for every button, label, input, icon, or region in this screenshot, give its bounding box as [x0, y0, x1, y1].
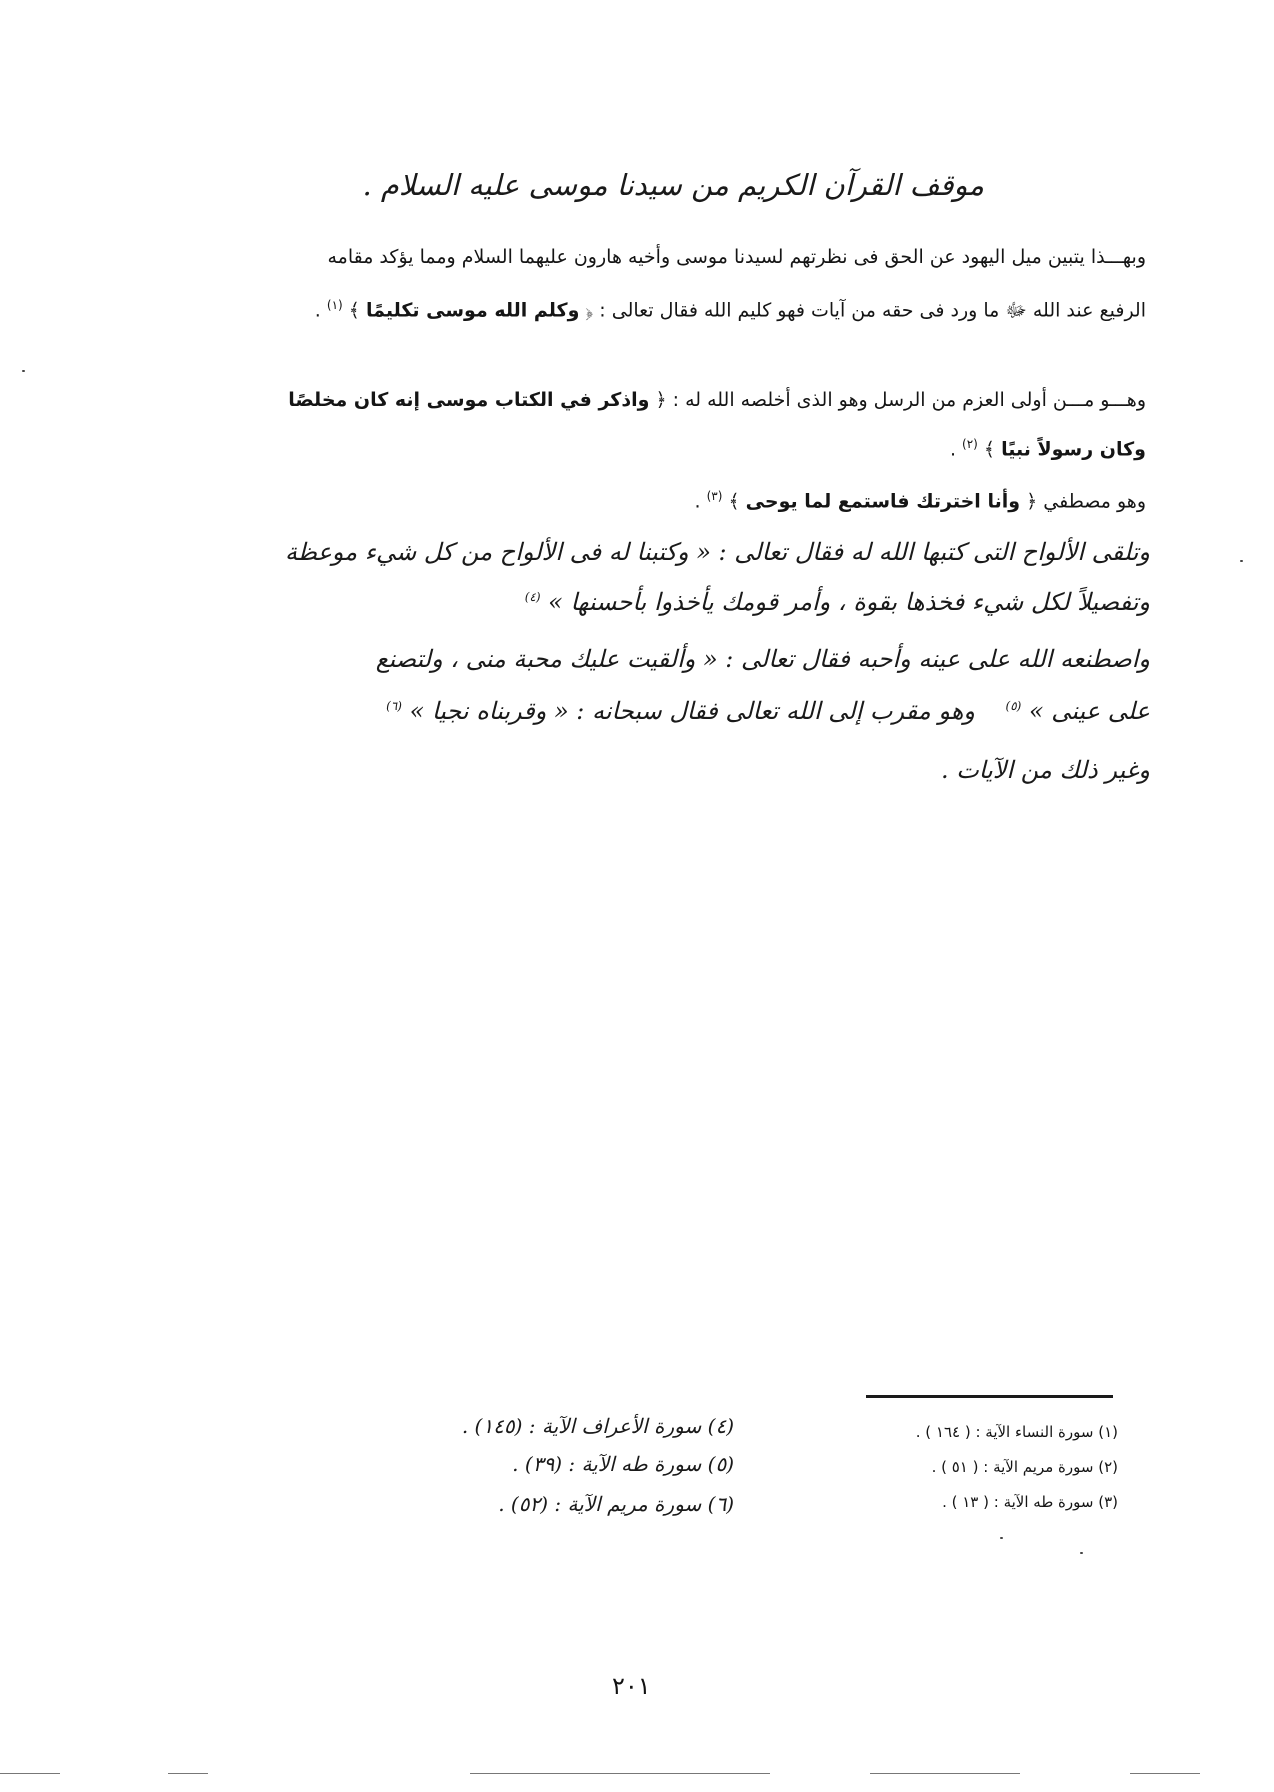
footnote-rule	[866, 1395, 1113, 1398]
verse-bracket: ﴾	[348, 299, 360, 322]
footnote-ref: (٤)	[524, 590, 541, 604]
verse-bracket: ﴾	[728, 490, 740, 513]
page-number: ٢٠١	[612, 1672, 651, 1700]
period: .	[694, 490, 701, 513]
scan-edge-mark	[168, 1773, 208, 1774]
paragraph-2-line-1	[288, 389, 1146, 411]
paragraph-2-line-2	[950, 437, 1146, 460]
footnote-handwritten-6: (٦) سورة مريم الآية : (٥٢) .	[498, 1492, 734, 1516]
paragraph-text: وبهـــذا يتبين ميل اليهود عن الحق فى نظرتهم لسيدنا موسى وأخيه هارون عليهما السلام ومما يؤكد مقامه	[327, 246, 1146, 268]
footnote-ref: (٢)	[962, 437, 978, 451]
footnote-ref: (٥)	[1005, 699, 1022, 713]
handwritten-text: وتفصيلاً لكل شيء فخذها بقوة ، وأمر قومك يأخذوا بأحسنها »	[548, 588, 1150, 616]
scan-edge-mark	[470, 1773, 770, 1774]
period: .	[314, 299, 321, 322]
footnote-ref: (١)	[326, 298, 343, 312]
quran-verse: واذكر في الكتاب موسى إنه كان مخلصًا	[288, 389, 650, 411]
paragraph-1-line-1	[327, 246, 1146, 268]
scan-edge-mark	[1130, 1773, 1200, 1774]
handwritten-line-2	[525, 588, 1150, 616]
footnote-ref: (٣)	[706, 489, 723, 503]
scan-edge-mark	[0, 1773, 60, 1774]
quran-verse: وكان رسولاً نبيًا	[1001, 438, 1146, 461]
period: .	[949, 438, 956, 461]
scan-speck	[1240, 560, 1243, 562]
quran-verse: وأنا اخترتك فاستمع لما يوحى	[745, 490, 1021, 513]
handwritten-text: وهو مقرب إلى الله تعالى فقال سبحانه : « وقربناه نجيا »	[409, 697, 975, 725]
paragraph-3-line-1	[695, 489, 1146, 512]
scan-speck	[1000, 1537, 1003, 1539]
paragraph-text: وهو مصطفي ﴿	[1026, 490, 1146, 513]
footnote-ref: (٦)	[386, 699, 402, 713]
handwritten-line-4	[386, 697, 1150, 725]
paragraph-text: الرفيع عند الله ﷻ ما ورد فى حقه من آيات فهو كليم الله فقال تعالى : ﴿	[585, 299, 1146, 322]
scan-edge-mark	[870, 1773, 1020, 1774]
footnote-printed-3: (٣) سورة طه الآية : ( ١٣ ) .	[942, 1493, 1118, 1511]
paragraph-1-line-2	[315, 298, 1146, 326]
footnote-printed-1: (١) سورة النساء الآية : ( ١٦٤ ) .	[915, 1423, 1118, 1441]
verse-bracket: ﴾	[983, 438, 996, 461]
handwritten-text: على عينى »	[1028, 697, 1150, 725]
scan-speck	[22, 370, 25, 372]
page-heading: موقف القرآن الكريم من سيدنا موسى عليه السلام .	[362, 168, 984, 202]
footnote-handwritten-5: (٥) سورة طه الآية : (٣٩) .	[512, 1452, 734, 1476]
handwritten-line-1: وتلقى الألواح التى كتبها الله له فقال تعالى : « وكتبنا له فى الألواح من كل شيء موعظة	[285, 538, 1150, 566]
paragraph-text: وهـــو مـــن أولى العزم من الرسل وهو الذى أخلصه الله له : ﴿	[655, 389, 1146, 411]
handwritten-line-5: وغير ذلك من الآيات .	[940, 756, 1150, 784]
handwritten-line-3: واصطنعه الله على عينه وأحبه فقال تعالى : « وألقيت عليك محبة منى ، ولتصنع	[375, 645, 1150, 673]
scan-speck	[1080, 1552, 1083, 1554]
footnote-printed-2: (٢) سورة مريم الآية : ( ٥١ ) .	[931, 1458, 1118, 1476]
footnote-handwritten-4: (٤) سورة الأعراف الآية : (١٤٥) .	[461, 1414, 734, 1438]
quran-verse: وكلم الله موسى تكليمًا	[365, 299, 580, 322]
